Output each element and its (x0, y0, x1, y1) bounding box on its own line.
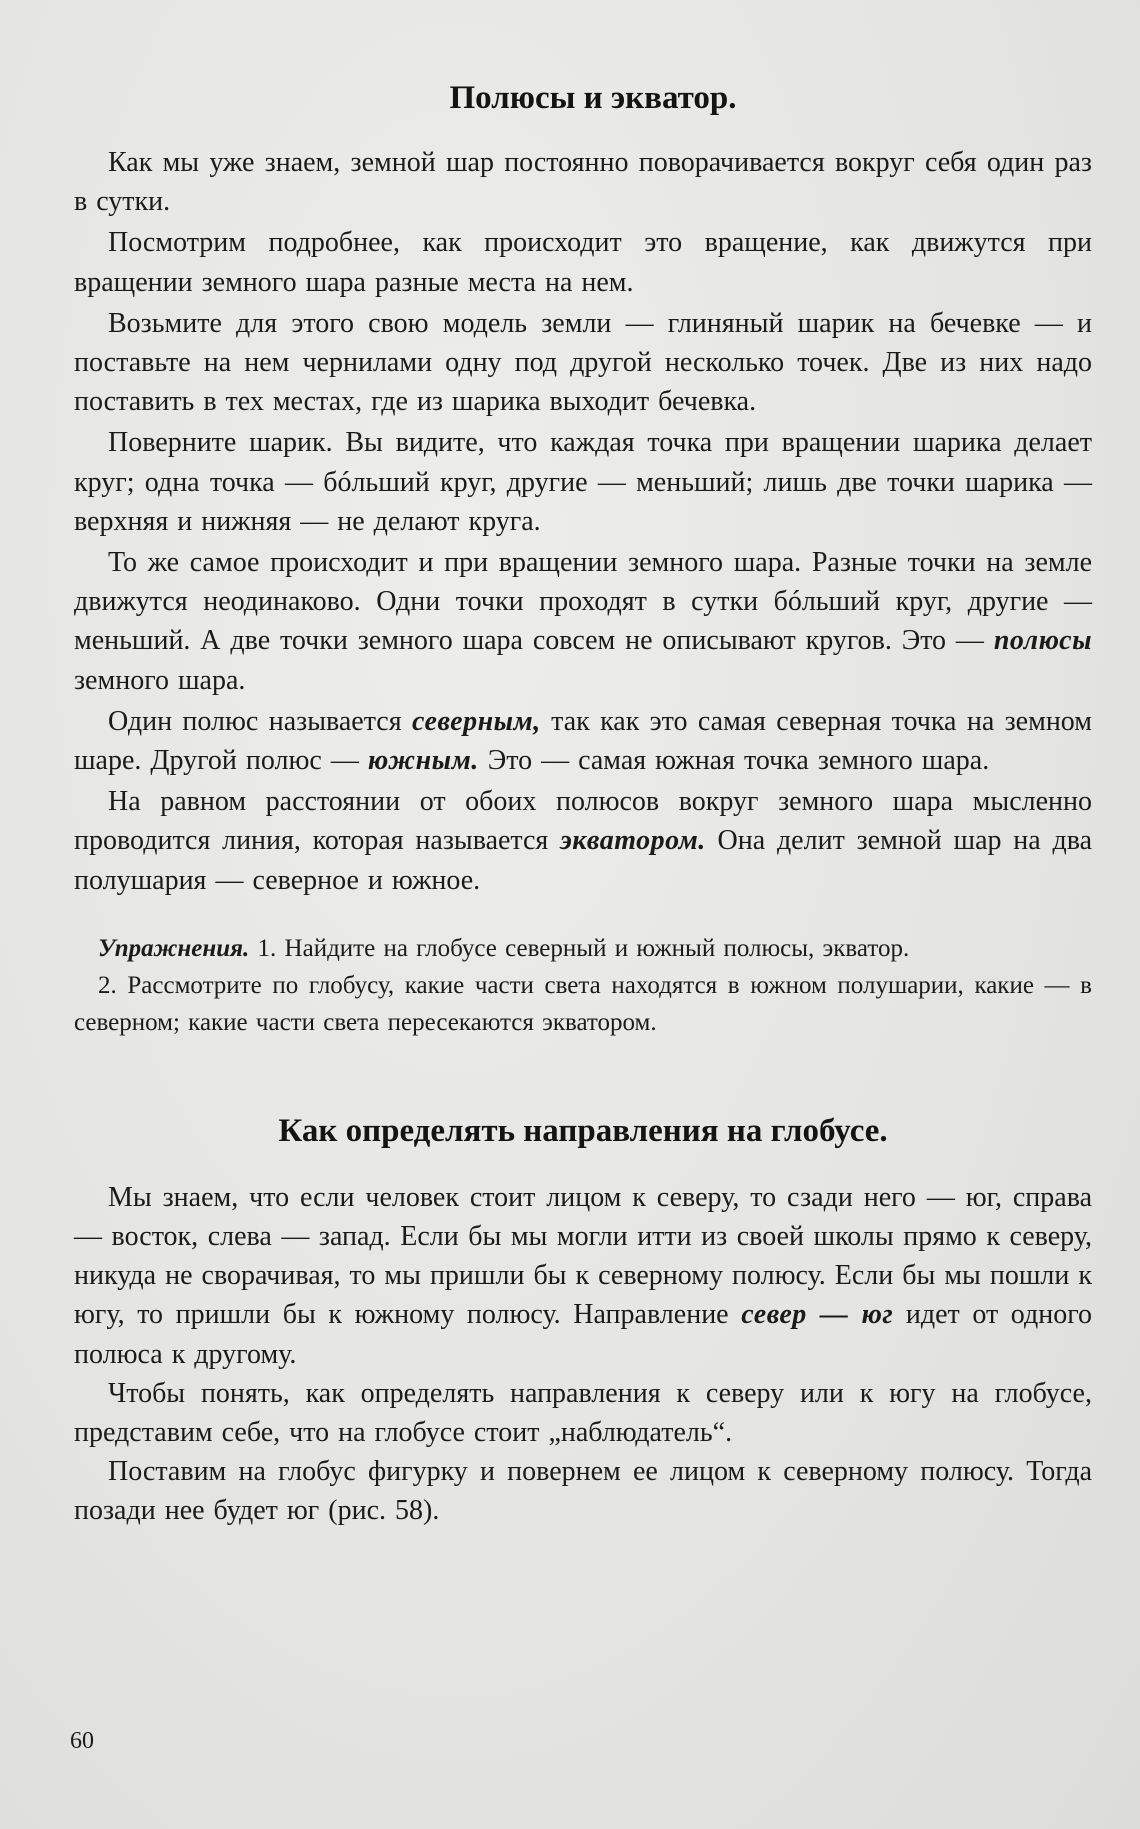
text-run: На равном расстоянии от обоих полюсов вокруг земного шара мысленно проводится линия, которая называется (74, 786, 1092, 857)
term-north-south: север — юг (741, 1299, 894, 1331)
paragraph: Поставим на глобус фигурку и повернем ее лицом к северному полюсу. Тогда позади нее будет юг (рис. 58). (74, 1456, 1092, 1527)
paragraph (74, 1178, 1092, 1374)
text-run: земного шара. (74, 664, 246, 696)
term-northern: северным, (411, 705, 541, 737)
paragraph: Как мы уже знаем, земной шар постоянно поворачивается вокруг себя один раз в сутки. (74, 147, 1092, 218)
paragraph (74, 543, 1092, 700)
section-title: Как определять направления на глобусе. (278, 1112, 888, 1149)
text-run: идет от одного полюса к другому. (74, 1299, 1093, 1370)
section-directions (74, 1113, 1092, 1531)
text-run: Она делит земной шар на два полушария — северное и южное. (74, 825, 1092, 896)
paragraph (74, 782, 1092, 900)
page-number: 60 (70, 1728, 94, 1754)
term-poles: полюсы (993, 625, 1092, 657)
text-run: 1. Найдите на глобусе северный и южный полюсы, экватор. (257, 934, 910, 962)
paragraph: Посмотрим подробнее, как происходит это вращение, как движутся при вращении земного шара разные места на нем. (74, 227, 1092, 298)
text-run: так как это самая северная точка на земном шаре. Другой полюс — (74, 705, 1092, 777)
term-equator: экватором. (560, 825, 706, 857)
exercises-block (74, 930, 1092, 1041)
text-run: Один полюс называется (108, 705, 402, 737)
exercises-lead: Упражнения. (98, 934, 250, 962)
text-run: Мы знаем, что если человек стоит лицом к северу, то сзади него — юг, справа — восток, слева — запад. Если бы мы могли итти из своей школы прямо к северу, никуда не сворачивая, то мы пришли бы к северному полюсу. Если бы мы пошли к югу, то пришли бы к южному полюсу. Направление (74, 1181, 1092, 1331)
term-southern: южным. (367, 745, 479, 777)
paragraph: Чтобы понять, как определять направления к северу или к югу на глобусе, представим себе, что на глобусе стоит „наблюдатель“. (74, 1377, 1092, 1449)
text-run: То же самое происходит и при вращении земного шара. Разные точки на земле движутся неодинаково. Одни точки проходят в сутки бóльший круг, другие — меньший. А две точки земного шара совсем не описывают кругов. Это — (74, 547, 1092, 657)
section-poles-equator (74, 80, 1092, 900)
text-run: Это — самая южная точка земного шара. (487, 745, 990, 777)
exercise-item: 2. Рассмотрите по глобусу, какие части света находятся в южном полушарии, какие — в северном; какие части света пересекаются экватором. (74, 971, 1092, 1036)
section-title: Полюсы и экватор. (449, 80, 737, 116)
paragraph: Поверните шарик. Вы видите, что каждая точка при вращении шарика делает круг; одна точка — бóльший круг, другие — меньший; лишь две точки шарика — верхняя и нижняя — не делают круга. (74, 427, 1092, 537)
exercise-item (74, 930, 1092, 967)
paragraph (74, 702, 1092, 780)
paragraph: Возьмите для этого свою модель земли — глиняный шарик на бечевке — и поставьте на нем чернилами одну под другой несколько точек. Две из них надо поставить в тех местах, где из шарика выходит бечевка. (74, 307, 1092, 418)
